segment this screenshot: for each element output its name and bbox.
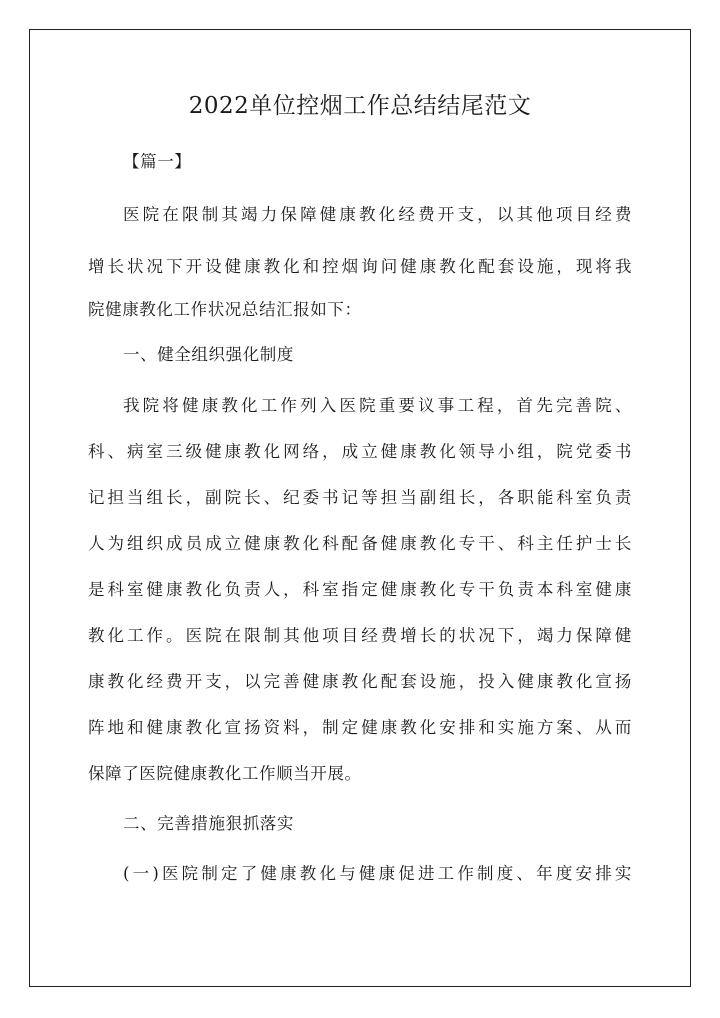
section-heading: 一、健全组织强化制度 bbox=[123, 345, 294, 364]
paragraph-line: 康教化经费开支，以完善健康教化配套设施，投入健康教化宣扬 bbox=[88, 672, 632, 691]
paragraph-line: 增长状况下开设健康教化和控烟询问健康教化配套设施，现将我 bbox=[88, 257, 632, 276]
paragraph-line: (一)医院制定了健康教化与健康促进工作制度、年度安排实 bbox=[123, 864, 632, 883]
paragraph-line: 人为组织成员成立健康教化科配备健康教化专干、科主任护士长 bbox=[88, 534, 632, 553]
section-label: 【篇一】 bbox=[123, 152, 192, 171]
paragraph-line: 记担当组长，副院长、纪委书记等担当副组长，各职能科室负责 bbox=[88, 488, 632, 507]
paragraph-line: 院健康教化工作状况总结汇报如下： bbox=[88, 300, 362, 319]
paragraph-line: 科、病室三级健康教化网络，成立健康教化领导小组，院党委书 bbox=[88, 442, 632, 461]
paragraph-line: 保障了医院健康教化工作顺当开展。 bbox=[88, 764, 362, 783]
paragraph-line: 教化工作。医院在限制其他项目经费增长的状况下，竭力保障健 bbox=[88, 626, 632, 645]
paragraph-line: 我院将健康教化工作列入医院重要议事工程，首先完善院、 bbox=[123, 396, 632, 415]
paragraph-line: 是科室健康教化负责人，科室指定健康教化专干负责本科室健康 bbox=[88, 580, 632, 599]
document-title: 2022单位控烟工作总结结尾范文 bbox=[188, 93, 532, 119]
section-heading: 二、完善措施狠抓落实 bbox=[123, 814, 294, 833]
paragraph-line: 阵地和健康教化宣扬资料，制定健康教化安排和实施方案、从而 bbox=[88, 718, 632, 737]
paragraph-line: 医院在限制其竭力保障健康教化经费开支，以其他项目经费 bbox=[123, 205, 632, 224]
